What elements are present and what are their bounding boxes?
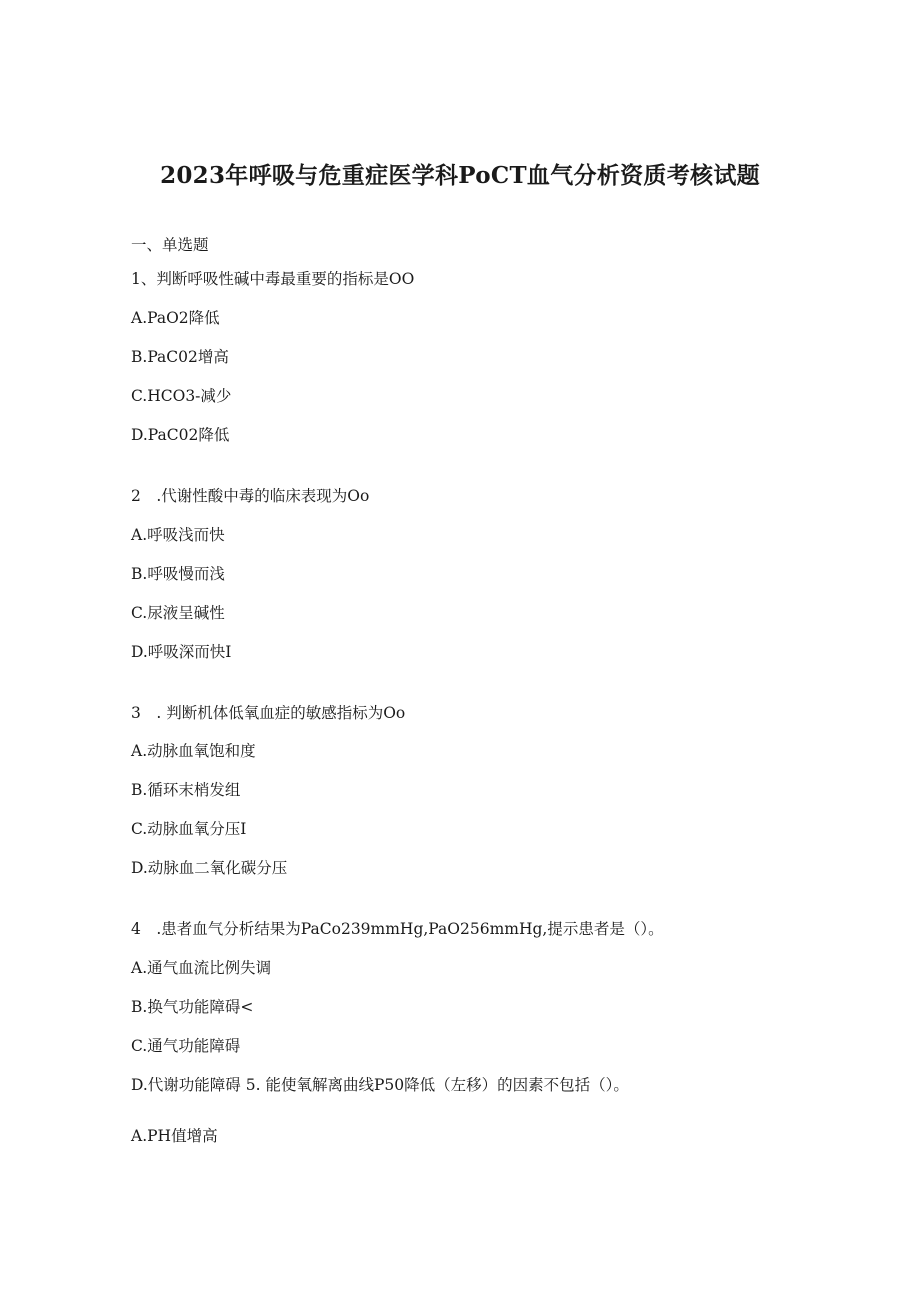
question-5-option-a: A.PH值增高 <box>131 1127 218 1145</box>
question-3-stem: 3 . 判断机体低氧血症的敏感指标为Oo <box>131 704 406 722</box>
question-1-option-a: A.PaO2降低 <box>131 309 220 327</box>
question-2-stem: 2 .代谢性酸中毒的临床表现为Oo <box>131 487 370 505</box>
question-2-option-c: C.尿液呈碱性 <box>131 604 225 622</box>
question-4-option-b: B.换气功能障碍< <box>131 998 254 1016</box>
question-4-stem: 4 .患者血气分析结果为PaCo239mmHg,PaO256mmHg,提示患者是（）。 <box>131 920 664 938</box>
question-3-option-b: B.循环末梢发组 <box>131 781 241 799</box>
question-3-option-c: C.动脉血氧分压I <box>131 820 247 838</box>
question-2-option-b: B.呼吸慢而浅 <box>131 565 225 583</box>
question-1-stem: 1、判断呼吸性碱中毒最重要的指标是OO <box>131 270 415 288</box>
question-2-option-a: A.呼吸浅而快 <box>131 526 225 544</box>
section-heading: 一、单选题 <box>131 236 209 254</box>
question-4-option-a: A.通气血流比例失调 <box>131 959 272 977</box>
question-1-option-b: B.PaC02增高 <box>131 348 229 366</box>
question-1-option-c: C.HCO3-减少 <box>131 387 232 405</box>
question-3-option-d: D.动脉血二氧化碳分压 <box>131 859 288 877</box>
question-4-option-d: D.代谢功能障碍 5. 能使氧解离曲线P50降低（左移）的因素不包括（）。 <box>131 1076 629 1094</box>
question-2-option-d: D.呼吸深而快I <box>131 643 232 661</box>
question-4-option-c: C.通气功能障碍 <box>131 1037 241 1055</box>
question-1-option-d: D.PaC02降低 <box>131 426 230 444</box>
question-3-option-a: A.动脉血氧饱和度 <box>131 742 256 760</box>
page-title: 2023年呼吸与危重症医学科PoCT血气分析资质考核试题 <box>160 162 760 189</box>
